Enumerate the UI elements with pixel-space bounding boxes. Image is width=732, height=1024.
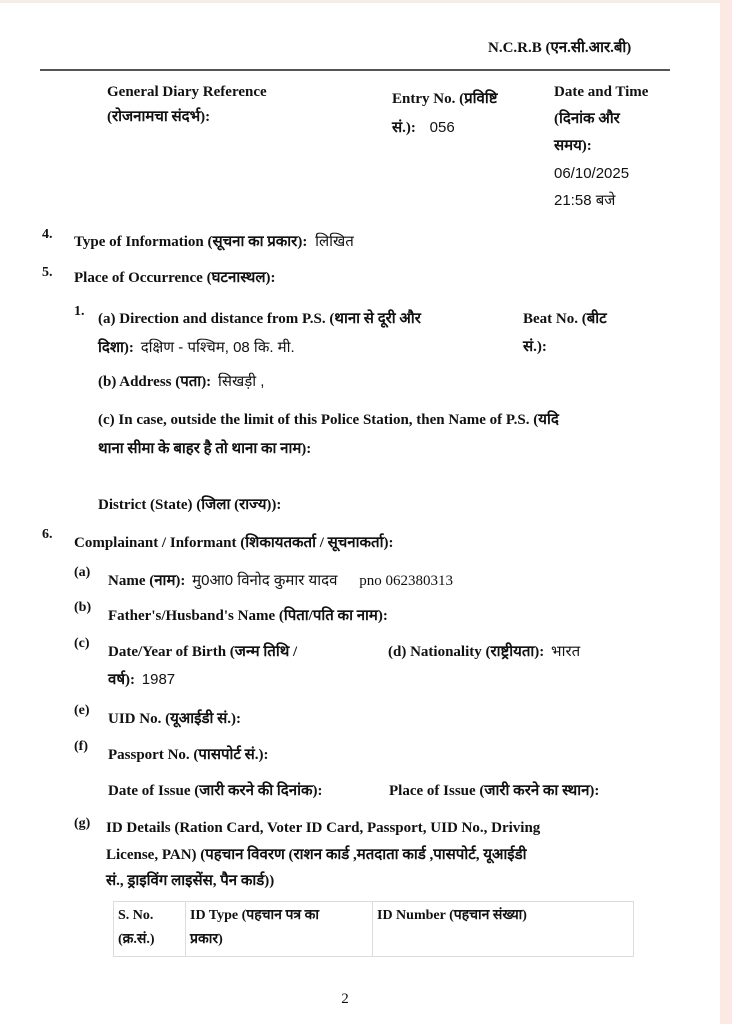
type-of-information — [74, 229, 354, 255]
gd-reference-label-hi: (रोजनामचा संदर्भ): — [107, 109, 211, 125]
id-details-label: ID Details (Ration Card, Voter ID Card, Passport, UID No., Driving — [106, 820, 541, 836]
name-label: Name (नाम): — [108, 573, 186, 589]
passport-label: Passport No. (पासपोर्ट सं.): — [108, 747, 269, 763]
id-details-table — [113, 901, 634, 957]
name-value: मु0आ0 विनोद कुमार यादव — [192, 572, 338, 589]
column-header-id-type — [186, 902, 373, 957]
pno-value: pno 062380313 — [359, 573, 453, 589]
item-f-marker: (f) — [74, 739, 88, 754]
column-header-sno-line2: (क्र.सं.) — [118, 932, 155, 947]
direction-label-2: दिशा): — [98, 340, 134, 356]
address-row — [98, 369, 264, 395]
dob-value: 1987 — [141, 671, 176, 688]
datetime-label-hi-2: समय): — [554, 138, 592, 154]
direction-value: दक्षिण - पश्चिम, 08 कि. मी. — [140, 339, 295, 356]
table-header-row — [114, 902, 634, 957]
item-c-marker: (c) — [74, 636, 90, 651]
address-value: सिखड़ी , — [217, 373, 265, 390]
beat-no-label: Beat No. (बीट — [523, 311, 607, 327]
name-row — [108, 568, 453, 594]
complainant-label: Complainant / Informant (शिकायतकर्ता / सूचनाकर्ता): — [74, 535, 394, 551]
section-4-number: 4. — [42, 227, 53, 242]
nationality-value: भारत — [551, 643, 581, 660]
direction-label: (a) Direction and distance from P.S. (थाना से दूरी और — [98, 311, 421, 327]
ncrb-header: N.C.R.B (एन.सी.आर.बी) — [488, 40, 632, 56]
time-value: 21:58 बजे — [554, 192, 616, 209]
page-number: 2 — [341, 991, 349, 1007]
outside-limit-label: (c) In case, outside the limit of this Police Station, then Name of P.S. (यदि — [98, 412, 559, 428]
item-g-marker: (g) — [74, 816, 91, 831]
viewer-edge-strip — [720, 0, 732, 1024]
datetime-label-hi: (दिनांक और — [554, 111, 620, 127]
outside-limit-label-2: थाना सीमा के बाहर है तो थाना का नाम): — [98, 441, 312, 457]
gd-reference-label: General Diary Reference — [107, 84, 267, 100]
item-b-marker: (b) — [74, 600, 92, 615]
issue-date-label: Date of Issue (जारी करने की दिनांक): — [108, 783, 323, 799]
entry-no-row — [392, 115, 455, 141]
date-value: 06/10/2025 — [554, 165, 630, 182]
district-label: District (State) (जिला (राज्य)): — [98, 497, 282, 513]
id-details-label-2: License, PAN) (पहचान विवरण (राशन कार्ड ,मतदाता कार्ड ,पासपोर्ट, यूआईडी — [106, 847, 527, 863]
entry-no-value: 056 — [429, 119, 455, 136]
beat-no-label-2: सं.): — [523, 339, 547, 355]
section-6-number: 6. — [42, 527, 53, 542]
dob-label-2: वर्ष): — [108, 672, 136, 688]
column-header-id-number-line1: ID Number (पहचान संख्या) — [377, 908, 527, 923]
id-details-label-3: सं., ड्राइविंग लाइसेंस, पैन कार्ड)) — [106, 873, 275, 889]
header-divider — [40, 69, 670, 71]
column-header-sno — [114, 902, 186, 957]
place-of-occurrence-label: Place of Occurrence (घटनास्थल): — [74, 270, 276, 286]
address-label: (b) Address (पता): — [98, 374, 212, 390]
item-e-marker: (e) — [74, 703, 90, 718]
datetime-label: Date and Time — [554, 84, 649, 100]
item-a-marker: (a) — [74, 565, 91, 580]
issue-place-label: Place of Issue (जारी करने का स्थान): — [389, 783, 600, 799]
type-of-information-label: Type of Information (सूचना का प्रकार): — [74, 234, 308, 250]
father-name-label: Father's/Husband's Name (पिता/पति का नाम): — [108, 608, 388, 624]
column-header-id-number — [373, 902, 634, 957]
entry-no-label: Entry No. (प्रविष्टि — [392, 91, 498, 107]
column-header-id-type-line2: प्रकार) — [190, 932, 223, 947]
type-of-information-value: लिखित — [315, 233, 354, 250]
direction-row — [98, 335, 295, 361]
dob-row — [108, 667, 175, 693]
section-5-number: 5. — [42, 265, 53, 280]
nationality-label: (d) Nationality (राष्ट्रीयता): — [388, 644, 545, 660]
dob-label: Date/Year of Birth (जन्म तिथि / — [108, 644, 298, 660]
uid-label: UID No. (यूआईडी सं.): — [108, 711, 242, 727]
entry-no-label-2: सं.): — [392, 120, 416, 136]
column-header-sno-line1: S. No. — [118, 908, 154, 923]
place-item-number: 1. — [74, 304, 85, 319]
column-header-id-type-line1: ID Type (पहचान पत्र का — [190, 908, 319, 923]
document-page — [0, 3, 720, 1024]
nationality-row — [388, 639, 580, 665]
